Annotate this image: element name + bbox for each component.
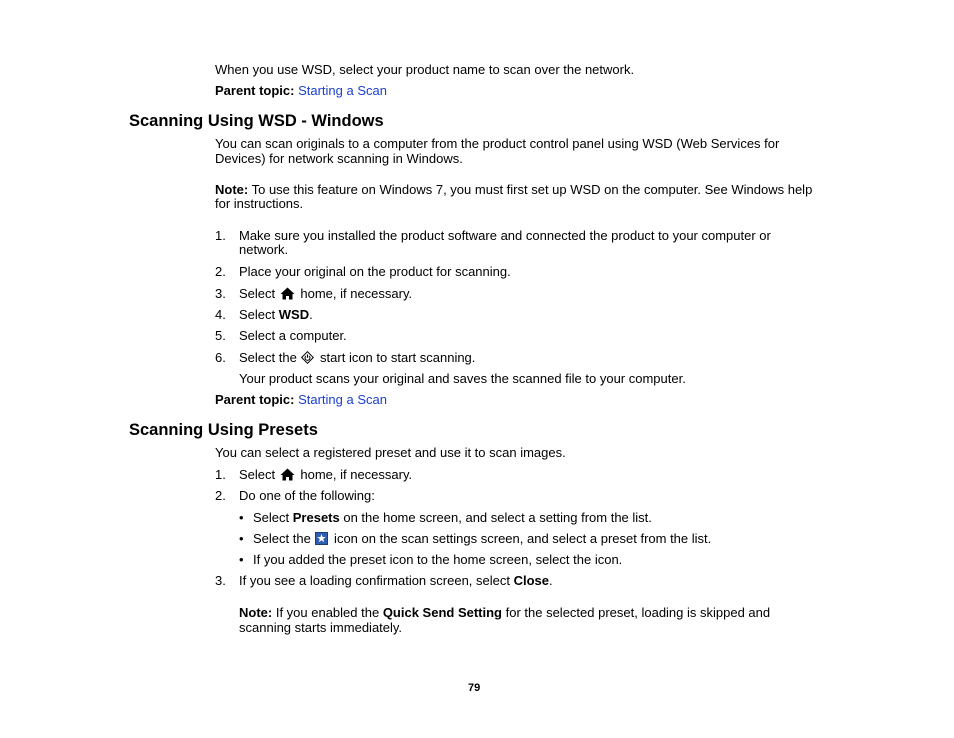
parent-topic-link[interactable]: Starting a Scan: [298, 83, 387, 98]
parent-topic-label: Parent topic:: [215, 83, 295, 98]
bullet-text-post: icon on the scan settings screen, and select a preset from the list.: [330, 531, 712, 546]
step-number: 5.: [215, 328, 226, 343]
section1-para-line1: You can scan originals to a computer from the product control panel using WSD (Web Services for: [215, 136, 780, 151]
step-1-line2: network.: [239, 242, 289, 257]
step-1: [215, 228, 771, 243]
preset-step-3: [215, 573, 553, 588]
step-2: [215, 264, 511, 279]
bullet-item: [239, 531, 711, 548]
bullet-text-post: on the home screen, and select a setting from the list.: [339, 510, 652, 525]
bullet-text-pre: Select: [253, 510, 293, 525]
bullet-text-bold: Presets: [292, 510, 340, 525]
bullet-text-pre: Select the: [253, 531, 315, 546]
step-text-post: home, if necessary.: [296, 467, 413, 482]
section2-note-line2: scanning starts immediately.: [239, 620, 403, 635]
preset-step-1: [215, 467, 412, 484]
step-number: 2.: [215, 264, 226, 279]
preset-step-2: [215, 488, 375, 503]
section1-note: [215, 182, 812, 197]
step-text-post: home, if necessary.: [296, 286, 413, 301]
note-label: Note:: [239, 605, 273, 620]
bullet-mark: •: [239, 552, 244, 567]
step-text-bold: Close: [513, 573, 549, 588]
note-text-bold: Quick Send Setting: [382, 605, 502, 620]
step-number: 4.: [215, 307, 226, 322]
step-6-result: Your product scans your original and saves the scanned file to your computer.: [239, 371, 686, 386]
step-text: Select a computer.: [239, 328, 347, 343]
step-number: 1.: [215, 228, 226, 243]
bullet-item: [239, 552, 622, 567]
section-heading-wsd: Scanning Using WSD - Windows: [129, 112, 384, 130]
section1-para-line2: Devices) for network scanning in Windows.: [215, 151, 463, 166]
step-text-post: .: [549, 573, 553, 588]
section2-para: You can select a registered preset and use it to scan images.: [215, 445, 566, 460]
step-text-bold: WSD: [278, 307, 310, 322]
intro-text: When you use WSD, select your product name to scan over the network.: [215, 62, 635, 77]
step-text: Place your original on the product for scanning.: [239, 264, 511, 279]
home-icon: [280, 287, 295, 303]
bullet-mark: •: [239, 531, 244, 546]
step-text-post: .: [309, 307, 313, 322]
step-text-pre: Select: [239, 307, 279, 322]
bullet-item: [239, 510, 652, 525]
step-text-pre: Select: [239, 286, 279, 301]
parent-topic-label: Parent topic:: [215, 392, 295, 407]
step-text: Make sure you installed the product software and connected the product to your computer or: [239, 228, 771, 243]
section-heading-presets: Scanning Using Presets: [129, 421, 318, 439]
step-number: 1.: [215, 467, 226, 482]
step-text-post: start icon to start scanning.: [316, 350, 476, 365]
step-number: 3.: [215, 573, 226, 588]
parent-topic-link[interactable]: Starting a Scan: [298, 392, 387, 407]
home-icon: [280, 468, 295, 484]
note-text-post: for the selected preset, loading is skipped and: [502, 605, 771, 620]
section2-note: [239, 605, 770, 620]
step-5: [215, 328, 347, 343]
section1-note-line2: for instructions.: [215, 196, 304, 211]
note-text-pre: If you enabled the: [272, 605, 383, 620]
step-number: 6.: [215, 350, 226, 365]
step-3: [215, 286, 412, 303]
step-number: 2.: [215, 488, 226, 503]
note-label: Note:: [215, 182, 249, 197]
step-text: Do one of the following:: [239, 488, 375, 503]
bullet-text: If you added the preset icon to the home screen, select the icon.: [253, 552, 623, 567]
note-text: To use this feature on Windows 7, you must first set up WSD on the computer. See Windows help: [248, 182, 813, 197]
parent-topic: [215, 83, 387, 98]
step-6: [215, 350, 475, 367]
parent-topic-2: [215, 392, 387, 407]
step-text-pre: If you see a loading confirmation screen, select: [239, 573, 514, 588]
step-number: 3.: [215, 286, 226, 301]
page-number: 79: [468, 682, 481, 694]
bullet-mark: •: [239, 510, 244, 525]
step-text-pre: Select the: [239, 350, 301, 365]
preset-icon: [315, 532, 328, 548]
start-icon: [301, 351, 314, 367]
step-text-pre: Select: [239, 467, 279, 482]
step-4: [215, 307, 313, 322]
